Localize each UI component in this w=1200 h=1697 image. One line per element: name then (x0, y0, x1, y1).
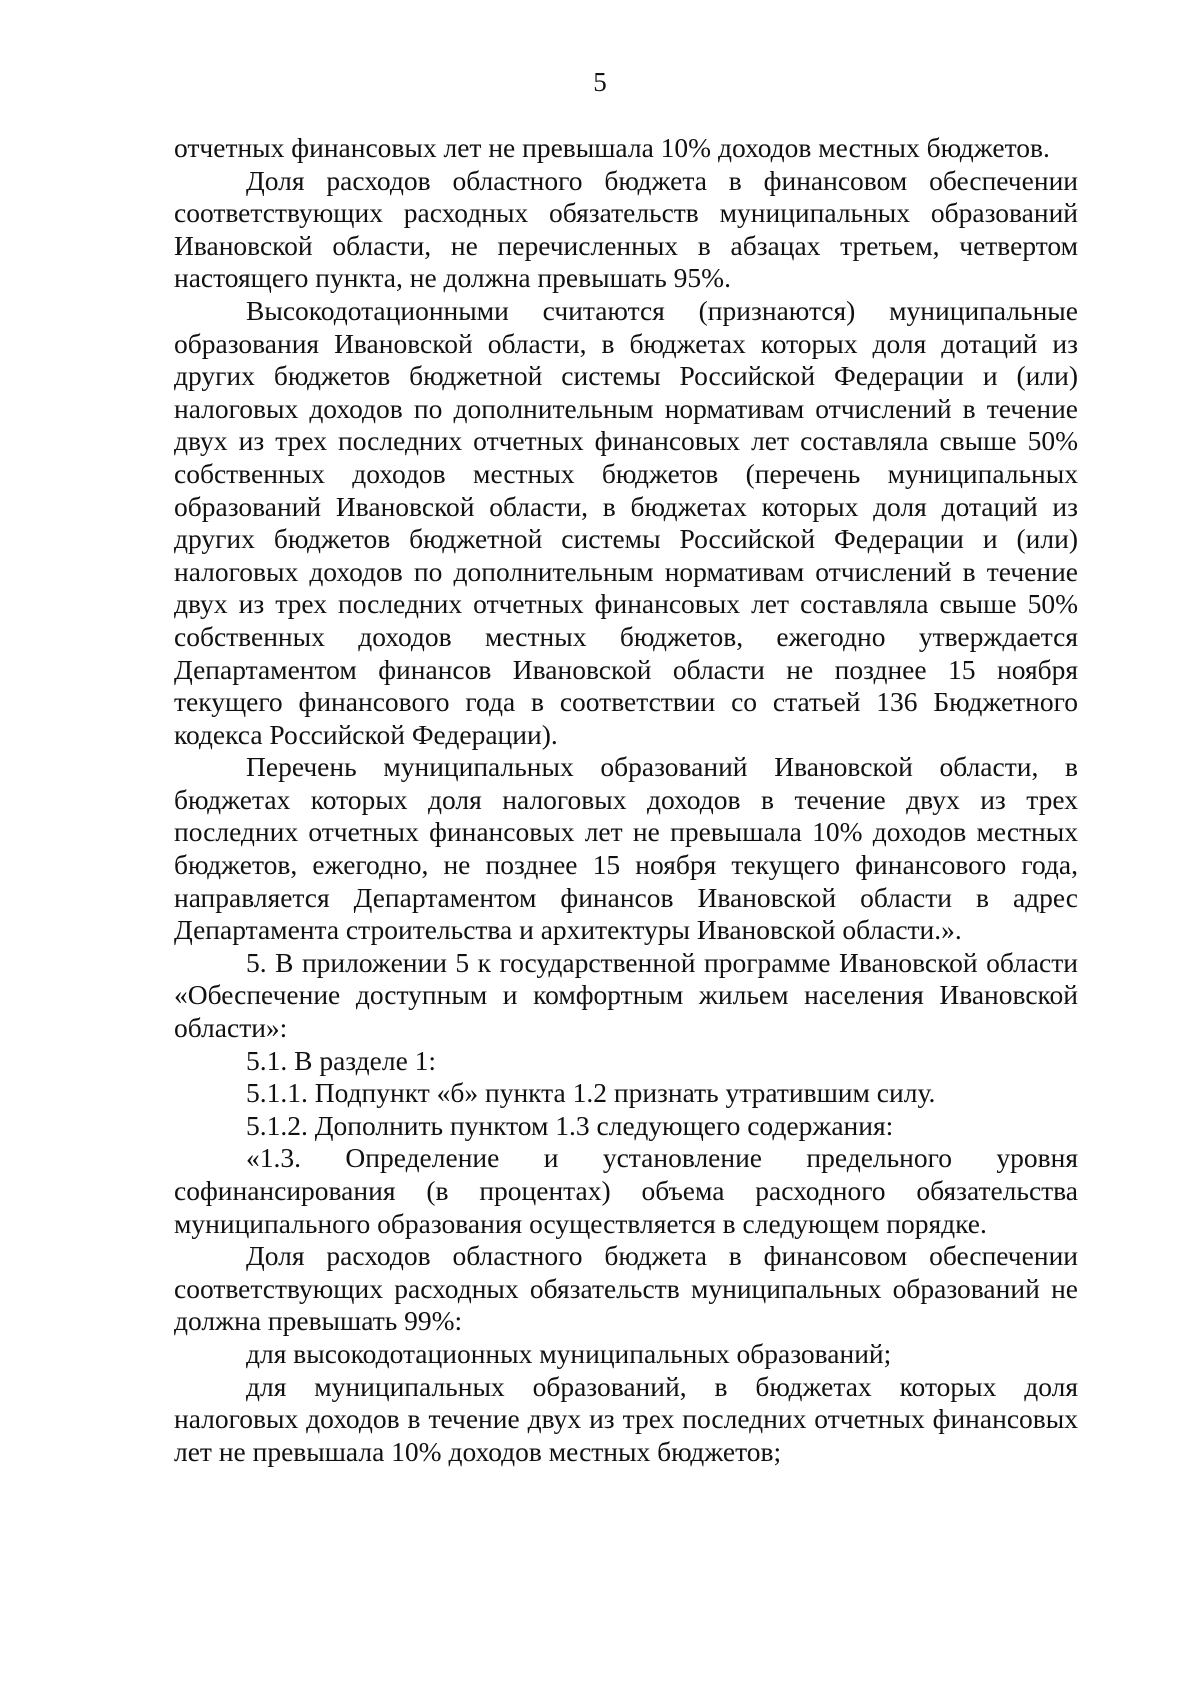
paragraph: Перечень муниципальных образований Ивановской области, в бюджетах которых доля налоговых доходов в течение двух из трех последних отчетных финансовых лет не превышала 10% доходов местных бюджетов, ежегодно, не позднее 15 ноября текущего финансового года, направляется Департаментом финансов Ивановской области в адрес Департамента строительства и архитектуры Ивановской области.». (174, 751, 1078, 946)
document-body (174, 132, 1078, 1468)
paragraph: для муниципальных образований, в бюджетах которых доля налоговых доходов в течение двух из трех последних отчетных финансовых лет не превышала 10% доходов местных бюджетов; (174, 1370, 1078, 1467)
paragraph: 5.1.1. Подпункт «б» пункта 1.2 признать утратившим силу. (246, 1077, 936, 1109)
paragraph: «1.3. Определение и установление предельного уровня софинансирования (в процентах) объема расходного обязательства муниципального образования осуществляется в следующем порядке. (174, 1142, 1078, 1239)
paragraph: 5.1.2. Дополнить пунктом 1.3 следующего содержания: (246, 1109, 894, 1141)
paragraph: отчетных финансовых лет не превышала 10% доходов местных бюджетов. (174, 132, 1050, 163)
paragraph: 5. В приложении 5 к государственной программе Ивановской области «Обеспечение доступным и комфортным жильем населения Ивановской области»: (174, 946, 1078, 1044)
paragraph: Доля расходов областного бюджета в финансовом обеспечении соответствующих расходных обязательств муниципальных образований Ивановской области, не перечисленных в абзацах третьем, четвертом настоящего пункта, не должна превышать 95%. (174, 164, 1078, 294)
paragraph: 5.1. В разделе 1: (246, 1044, 437, 1076)
paragraph: для высокодотационных муниципальных образований; (246, 1337, 892, 1369)
paragraph: Доля расходов областного бюджета в финансовом обеспечении соответствующих расходных обязательств муниципальных образований не должна превышать 99%: (174, 1240, 1078, 1337)
page-number: 5 (593, 67, 607, 97)
paragraph: Высокодотационными считаются (признаются) муниципальные образования Ивановской области, в бюджетах которых доля дотаций из других бюджетов бюджетной системы Российской Федерации и (или) налоговых доходов по дополнительным нормативам отчислений в течение двух из трех последних отчетных финансовых лет составляла свыше 50% собственных доходов местных бюджетов (перечень муниципальных образований Ивановской области, в бюджетах которых доля дотаций из других бюджетов бюджетной системы Российской Федерации и (или) налоговых доходов по дополнительным нормативам отчислений в течение двух из трех последних отчетных финансовых лет составляла свыше 50% собственных доходов местных бюджетов, ежегодно утверждается Департаментом финансов Ивановской области не позднее 15 ноября текущего финансового года в соответствии со статьей 136 Бюджетного кодекса Российской Федерации). (174, 294, 1078, 750)
